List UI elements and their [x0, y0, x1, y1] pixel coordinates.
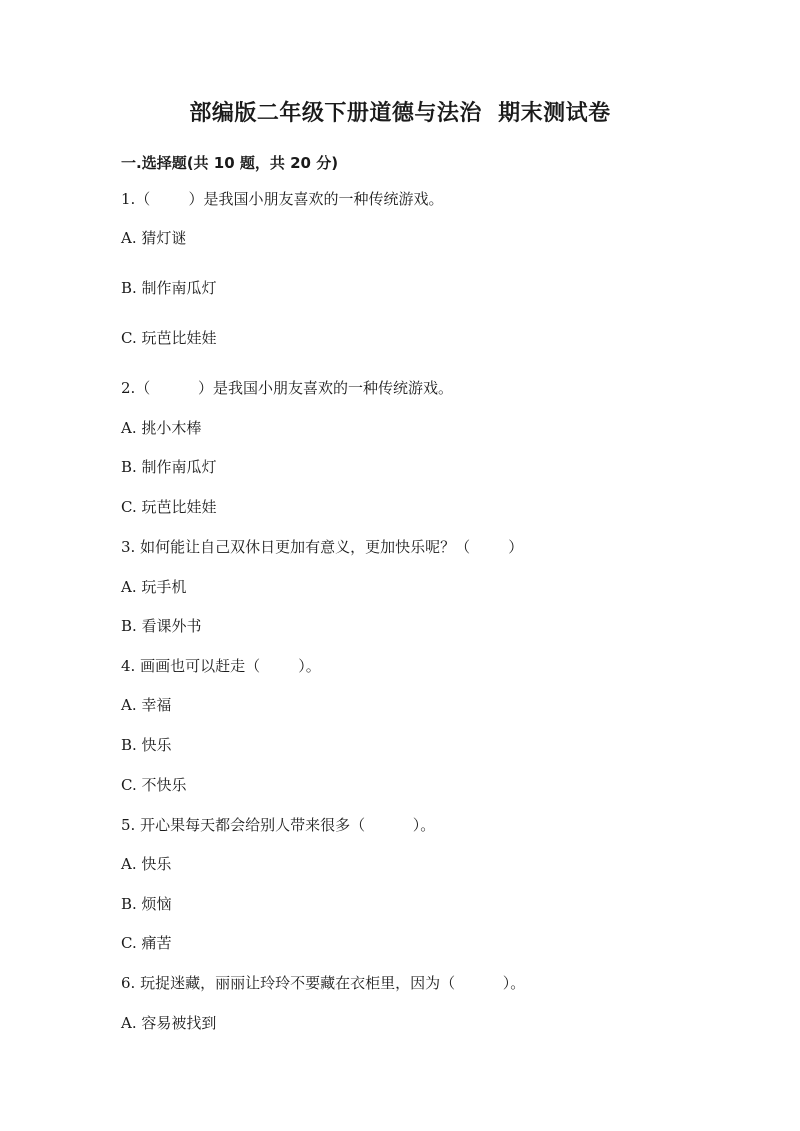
question-stem-1: 1.（ ）是我国小朋友喜欢的一种传统游戏。: [121, 190, 444, 208]
question-stem-4: 4. 画画也可以赶走（ ）。: [121, 657, 321, 675]
question-1-option-b: B. 制作南瓜灯: [121, 279, 217, 297]
question-5-option-b: B. 烦恼: [121, 895, 172, 913]
question-4-option-b: B. 快乐: [121, 736, 172, 754]
question-5-option-c: C. 痛苦: [121, 934, 172, 952]
question-stem-5: 5. 开心果每天都会给别人带来很多（ ）。: [121, 816, 436, 834]
question-stem-3: 3. 如何能让自己双休日更加有意义，更加快乐呢？（ ）: [121, 538, 524, 556]
question-1-option-a: A. 猜灯谜: [121, 229, 187, 247]
question-3-option-a: A. 玩手机: [121, 578, 187, 596]
question-2-option-c: C. 玩芭比娃娃: [121, 498, 217, 516]
section-heading: 一.选择题(共 10 题，共 20 分): [121, 154, 339, 172]
question-1-option-c: C. 玩芭比娃娃: [121, 329, 217, 347]
question-3-option-b: B. 看课外书: [121, 617, 202, 635]
question-4-option-a: A. 幸福: [121, 696, 172, 714]
question-stem-2: 2.（ ）是我国小朋友喜欢的一种传统游戏。: [121, 379, 453, 397]
page-title: 部编版二年级下册道德与法治 期末测试卷: [189, 101, 611, 126]
question-5-option-a: A. 快乐: [121, 855, 172, 873]
question-stem-6: 6. 玩捉迷藏，丽丽让玲玲不要藏在衣柜里，因为（ ）。: [121, 974, 526, 992]
question-6-option-a: A. 容易被找到: [121, 1014, 217, 1032]
question-2-option-b: B. 制作南瓜灯: [121, 458, 217, 476]
question-2-option-a: A. 挑小木棒: [121, 419, 202, 437]
question-4-option-c: C. 不快乐: [121, 776, 187, 794]
